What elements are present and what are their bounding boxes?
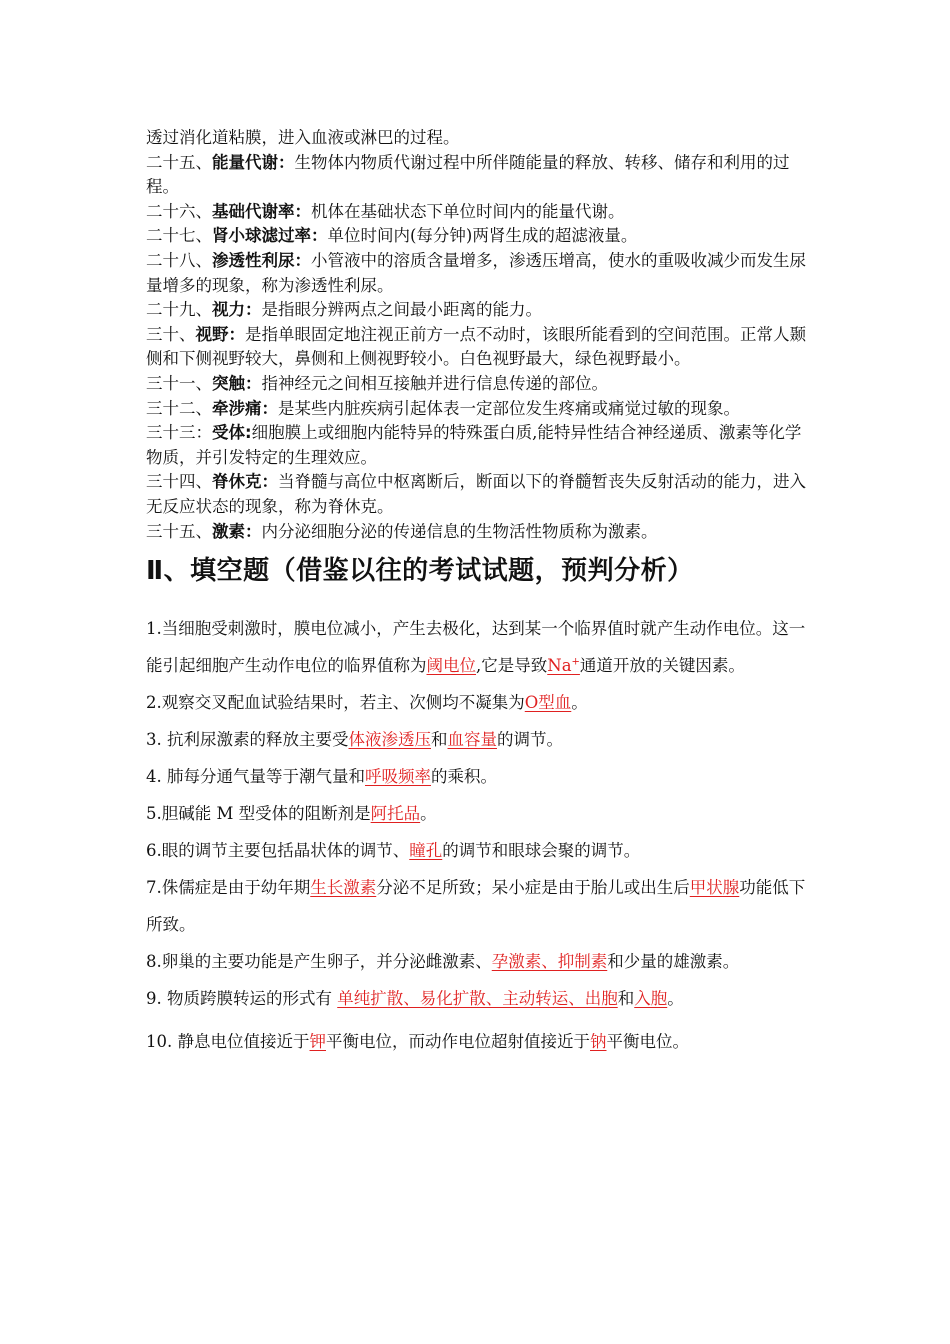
question-text: 2.观察交叉配血试验结果时，若主、次侧均不凝集为: [146, 693, 525, 713]
question-text: 。: [571, 693, 588, 713]
definition-item: [146, 397, 810, 422]
question-3: [146, 721, 810, 758]
question-4: [146, 758, 810, 795]
definition-number: 三十四、: [146, 472, 212, 492]
definition-term: 肾小球滤过率: [212, 226, 311, 246]
question-text: 5.胆碱能 M 型受体的阻断剂是: [146, 804, 371, 824]
question-1: [146, 610, 810, 684]
answer-blank: 阿托品: [370, 804, 421, 824]
definition-item: [146, 421, 810, 470]
answer-blank: 体液渗透压: [348, 730, 431, 750]
question-6: [146, 832, 810, 869]
question-text: 平衡电位。: [606, 1032, 689, 1052]
definition-item: [146, 298, 810, 323]
definition-term: 脊休克: [212, 472, 262, 492]
definition-text: 内分泌细胞分泌的传递信息的生物活性物质称为激素。: [261, 521, 658, 541]
question-text: 和少量的雄激素。: [607, 952, 740, 972]
definition-separator: ：: [294, 201, 311, 221]
question-text: 10. 静息电位值接近于: [146, 1032, 310, 1052]
definition-item: [146, 200, 810, 225]
definition-number: 二十六、: [146, 201, 212, 221]
answer-blank: 呼吸频率: [365, 767, 431, 787]
definition-text: 生物体内物质代谢过程中所伴随能量的释放、转移、储存和利用的过程。: [146, 152, 790, 197]
definition-term: 激素: [212, 521, 245, 541]
definition-text: 是指眼分辨两点之间最小距离的能力。: [261, 300, 542, 320]
definition-item: [146, 126, 810, 151]
definition-item: [146, 520, 810, 545]
definition-item: [146, 470, 810, 519]
answer-blank: 入胞: [634, 989, 668, 1009]
definition-number: 二十八、: [146, 250, 212, 270]
definition-term: 视野: [195, 324, 229, 344]
definition-text: 小管液中的溶质含量增多，渗透压增高，使水的重吸收减少而发生尿量增多的现象，称为渗透性利尿。: [146, 250, 806, 295]
definition-text: 透过消化道粘膜，进入血液或淋巴的过程。: [146, 128, 460, 147]
definition-text: 细胞膜上或细胞内能特异的特殊蛋白质,能特异性结合神经递质、激素等化学物质，并引发特定的生理效应。: [146, 423, 802, 467]
definition-term: 基础代谢率: [212, 201, 295, 221]
question-text: ,它是导致: [476, 656, 548, 676]
question-9: [146, 980, 810, 1017]
question-7: [146, 869, 810, 943]
definition-text: 是指单眼固定地注视正前方一点不动时，该眼所能看到的空间范围。正常人颞侧和下侧视野较大，鼻侧和上侧视野较小。白色视野最大，绿色视野最小。: [146, 324, 806, 369]
definition-text: 单位时间内(每分钟)两肾生成的超滤液量。: [327, 226, 638, 246]
question-text: 9. 物质跨膜转运的形式有: [146, 989, 338, 1009]
question-text: 7.侏儒症是由于幼年期: [146, 878, 311, 898]
question-5: [146, 795, 810, 832]
question-text: 8.卵巢的主要功能是产生卵子，并分泌雌激素、: [146, 952, 492, 972]
answer-superscript: +: [571, 656, 580, 668]
question-text: 的乘积。: [431, 767, 497, 787]
answer-blank: O型血: [524, 693, 572, 713]
definition-term: 突触: [212, 373, 245, 393]
definition-text: 是某些内脏疾病引起体表一定部位发生疼痛或痛觉过敏的现象。: [278, 398, 740, 418]
definition-number: 三十五、: [146, 521, 212, 541]
question-text: 6.眼的调节主要包括晶状体的调节、: [146, 841, 410, 861]
answer-text: Na: [547, 656, 572, 676]
fill-in-questions: [146, 610, 810, 1060]
answer-blank: 瞳孔: [409, 841, 443, 861]
definition-text: 指神经元之间相互接触并进行信息传递的部位。: [261, 373, 608, 393]
answer-blank: 血容量: [447, 730, 497, 750]
definition-text: 机体在基础状态下单位时间内的能量代谢。: [311, 201, 625, 221]
definition-number: 三十一、: [146, 373, 212, 393]
answer-blank: [547, 656, 580, 675]
question-text: 1.当细胞受刺激时，膜电位减小，产生去极化，达到某一个临界值时就产生动作电位。这一能引起细胞产生动作电位的临界值称为: [146, 619, 806, 676]
definition-number: 三十、: [146, 324, 196, 344]
question-text: 。: [667, 989, 684, 1009]
definition-item: [146, 151, 810, 200]
document-page: [146, 126, 810, 1060]
definition-term: 受体: [212, 423, 245, 443]
question-text: 的调节和眼球会聚的调节。: [442, 841, 641, 861]
definition-number: 二十七、: [146, 226, 212, 246]
section-title: Ⅱ、填空题（借鉴以往的考试试题，预判分析）: [146, 556, 694, 587]
definition-separator: ：: [228, 324, 245, 344]
definition-separator: ：: [261, 472, 278, 492]
question-text: 分泌不足所致；呆小症是由于胎儿或出生后: [376, 878, 690, 898]
answer-blank: 孕激素、抑制素: [491, 952, 608, 972]
definition-number: 三十三：: [146, 423, 212, 443]
definition-item: [146, 249, 810, 298]
question-text: 。: [420, 804, 437, 824]
definition-separator: ：: [245, 521, 262, 541]
answer-blank: 生长激素: [310, 878, 377, 898]
definition-number: 二十五、: [146, 152, 212, 172]
answer-blank: 钠: [590, 1032, 607, 1052]
definitions-list: [146, 126, 810, 544]
definition-separator: ：: [278, 152, 295, 172]
question-text: 平衡电位，而动作电位超射值接近于: [326, 1032, 590, 1052]
question-text: 和: [617, 989, 635, 1009]
definition-separator: ：: [245, 300, 262, 320]
definition-separator: ：: [261, 398, 278, 418]
definition-term: 视力: [212, 300, 245, 320]
question-text: 和: [431, 730, 448, 750]
answer-blank: 单纯扩散、易化扩散、主动转运、出胞: [337, 989, 618, 1009]
question-8: [146, 943, 810, 980]
definition-term: 牵涉痛: [212, 398, 262, 418]
answer-blank: 钾: [309, 1032, 326, 1052]
definition-number: 二十九、: [146, 300, 212, 320]
definition-separator: ：: [245, 373, 262, 393]
definition-text: 当脊髓与高位中枢离断后，断面以下的脊髓暂丧失反射活动的能力，进入无反应状态的现象，称为脊休克。: [146, 472, 806, 516]
answer-blank: 阈电位: [426, 656, 476, 676]
question-text: 3. 抗利尿激素的释放主要受: [146, 730, 349, 750]
answer-blank: 甲状腺: [689, 878, 740, 898]
definition-item: [146, 224, 810, 249]
definition-term: 能量代谢: [212, 152, 278, 172]
question-text: 的调节。: [497, 730, 563, 750]
definition-item: [146, 323, 810, 372]
question-text: 通道开放的关键因素。: [579, 656, 745, 676]
definition-separator: :: [245, 423, 252, 443]
question-2: [146, 684, 810, 721]
question-10: [146, 1023, 810, 1060]
question-text: 4. 肺每分通气量等于潮气量和: [146, 767, 365, 787]
question-text: 功能低下所致。: [146, 878, 806, 935]
definition-number: 三十二、: [146, 398, 212, 418]
definition-item: [146, 372, 810, 397]
definition-separator: ：: [311, 226, 328, 246]
definition-separator: ：: [294, 250, 311, 270]
definition-term: 渗透性利尿: [212, 250, 295, 270]
